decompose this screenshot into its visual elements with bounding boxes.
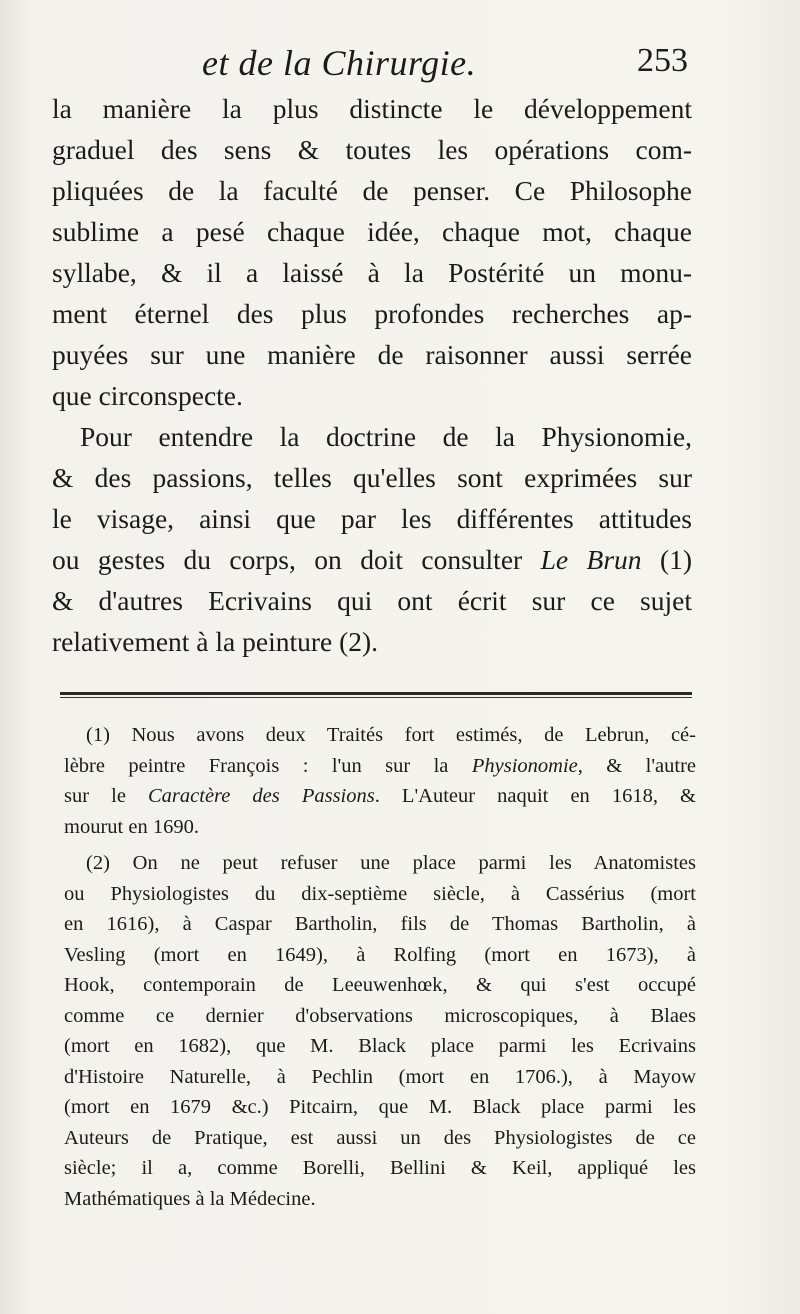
footnote-line: siècle; il a, comme Borelli, Bellini & Keil, appliqué les (64, 1157, 696, 1179)
page-number: 253 (637, 42, 688, 79)
page-header (52, 38, 688, 90)
footnote-line: (2) On ne peut refuser une place parmi les Anatomistes (86, 852, 696, 874)
body-line: & d'autres Ecrivains qui ont écrit sur ce sujet (52, 585, 692, 616)
body-line: ment éternel des plus profondes recherches ap- (52, 298, 692, 329)
footnote-italic: Caractère des Passions (148, 785, 375, 807)
body-line: puyées sur une manière de raisonner aussi serrée (52, 339, 692, 370)
author-name: Le Brun (540, 544, 642, 575)
footnote-line (64, 781, 696, 812)
footnote-text: , & l'autre (577, 754, 697, 777)
body-line: & des passions, telles qu'elles sont exprimées sur (52, 462, 692, 493)
body-line (52, 539, 692, 580)
footnote-line: (mort en 1682), que M. Black place parmi les Ecrivains (64, 1035, 696, 1057)
body-line: la manière la plus distincte le développement (52, 93, 692, 124)
footnote-text: . L'Auteur naquit en 1618, & (374, 785, 696, 807)
footnote-line: (mort en 1679 &c.) Pitcairn, que M. Black place parmi les (64, 1096, 696, 1118)
body-line: pliquées de la faculté de penser. Ce Philosophe (52, 175, 692, 206)
body-line: Pour entendre la doctrine de la Physionomie, (80, 421, 692, 452)
running-head: et de la Chirurgie. (202, 43, 477, 83)
body-line: graduel des sens & toutes les opérations com- (52, 134, 692, 165)
footnote-rule (60, 692, 692, 695)
footnote-line: Hook, contemporain de Leeuwenhœk, & qui s'est occupé (64, 974, 696, 996)
footnote-text: lèbre peintre François : l'un sur la (64, 754, 449, 777)
body-line: le visage, ainsi que par les différentes attitudes (52, 503, 692, 534)
footnote-line: d'Histoire Naturelle, à Pechlin (mort en 1706.), à Mayow (64, 1065, 696, 1088)
footnote-line: comme ce dernier d'observations microscopiques, à Blaes (64, 1004, 696, 1027)
body-line: sublime a pesé chaque idée, chaque mot, chaque (52, 216, 692, 247)
footnote-line: ou Physiologistes du dix-septième siècle, à Cassérius (mort (64, 882, 696, 905)
body-line: que circonspecte. (52, 380, 243, 411)
footnotes (64, 720, 696, 1214)
footnote-line: Mathématiques à la Médecine. (64, 1187, 316, 1210)
footnote-ref: (1) (659, 544, 693, 575)
footnote-line (64, 751, 696, 782)
footnote-line: Auteurs de Pratique, est aussi un des Physiologistes de ce (64, 1126, 696, 1149)
footnote-text: sur le (64, 785, 126, 807)
body-line: syllabe, & il a laissé à la Postérité un monu- (52, 257, 692, 288)
footnote-line: (1) Nous avons deux Traités fort estimés, de Lebrun, cé- (86, 724, 696, 746)
footnote-line: en 1616), à Caspar Bartholin, fils de Thomas Bartholin, à (64, 913, 696, 935)
footnote-line: mourut en 1690. (64, 815, 199, 838)
body-line-text: ou gestes du corps, on doit consulter (52, 544, 523, 575)
footnote-italic: Physionomie (471, 754, 578, 777)
body-text (52, 88, 692, 662)
footnote-line: Vesling (mort en 1649), à Rolfing (mort en 1673), à (64, 943, 696, 966)
body-line: relativement à la peinture (2). (52, 626, 379, 657)
